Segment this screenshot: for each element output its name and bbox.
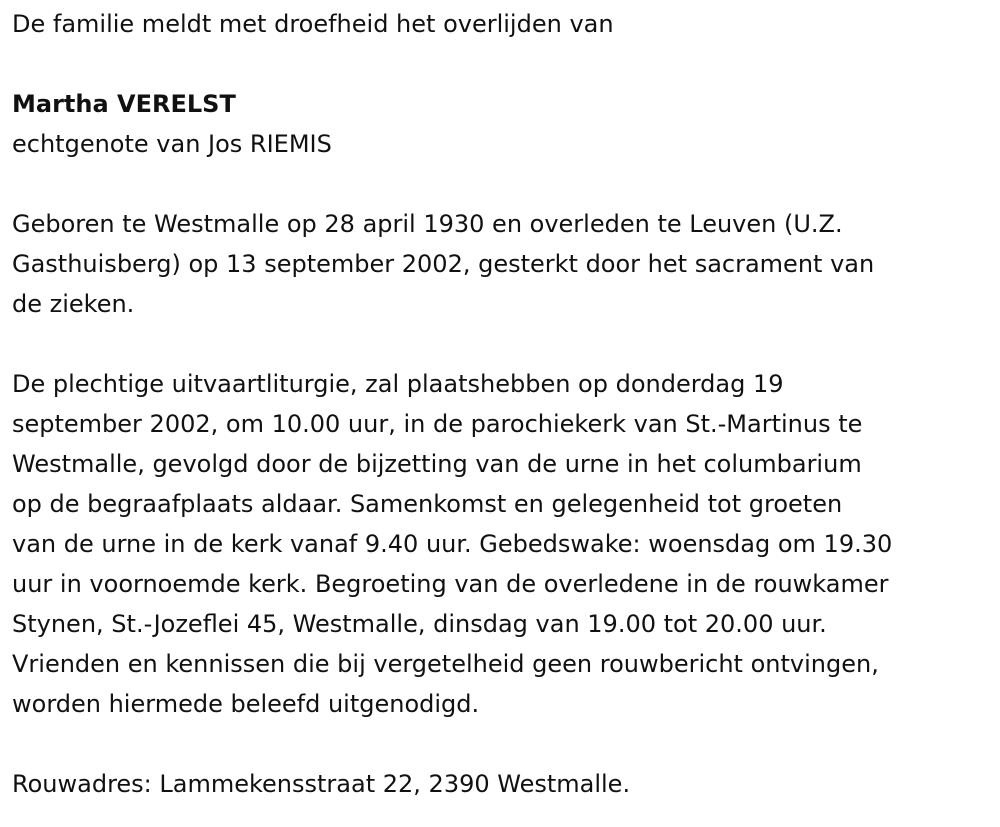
spacer: [12, 324, 990, 364]
paragraph-line: van de urne in de kerk vanaf 9.40 uur. Gebedswake: woensdag om 19.30: [12, 530, 893, 558]
spouse-text: echtgenote van Jos RIEMIS: [12, 130, 332, 158]
paragraph-line: op de begraafplaats aldaar. Samenkomst en gelegenheid tot groeten: [12, 490, 843, 518]
paragraph-line: Westmalle, gevolgd door de bijzetting van de urne in het columbarium: [12, 450, 862, 478]
paragraph-line: De plechtige uitvaartliturgie, zal plaatshebben op donderdag 19: [12, 370, 784, 398]
paragraph-line: uur in voornoemde kerk. Begroeting van de overledene in de rouwkamer: [12, 570, 889, 598]
spacer: [12, 164, 990, 204]
paragraph-line: Vrienden en kennissen die bij vergetelheid geen rouwbericht ontvingen,: [12, 650, 879, 678]
paragraph-line: Geboren te Westmalle op 28 april 1930 en overleden te Leuven (U.Z.: [12, 210, 843, 238]
paragraph-line: Stynen, St.-Jozeflei 45, Westmalle, dinsdag van 19.00 tot 20.00 uur.: [12, 610, 827, 638]
ceremony-paragraph: [12, 364, 990, 724]
obituary-notice: [12, 4, 990, 804]
birth-death-paragraph: [12, 204, 990, 324]
intro-text: De familie meldt met droefheid het overlijden van: [12, 10, 614, 38]
spacer: [12, 44, 990, 84]
spacer: [12, 724, 990, 764]
deceased-name: Martha VERELST: [12, 90, 236, 118]
paragraph-line: de zieken.: [12, 290, 135, 318]
paragraph-line: worden hiermede beleefd uitgenodigd.: [12, 690, 480, 718]
paragraph-line: september 2002, om 10.00 uur, in de parochiekerk van St.-Martinus te: [12, 410, 863, 438]
mourning-address: Rouwadres: Lammekensstraat 22, 2390 Westmalle.: [12, 770, 631, 798]
paragraph-line: Gasthuisberg) op 13 september 2002, gesterkt door het sacrament van: [12, 250, 875, 278]
